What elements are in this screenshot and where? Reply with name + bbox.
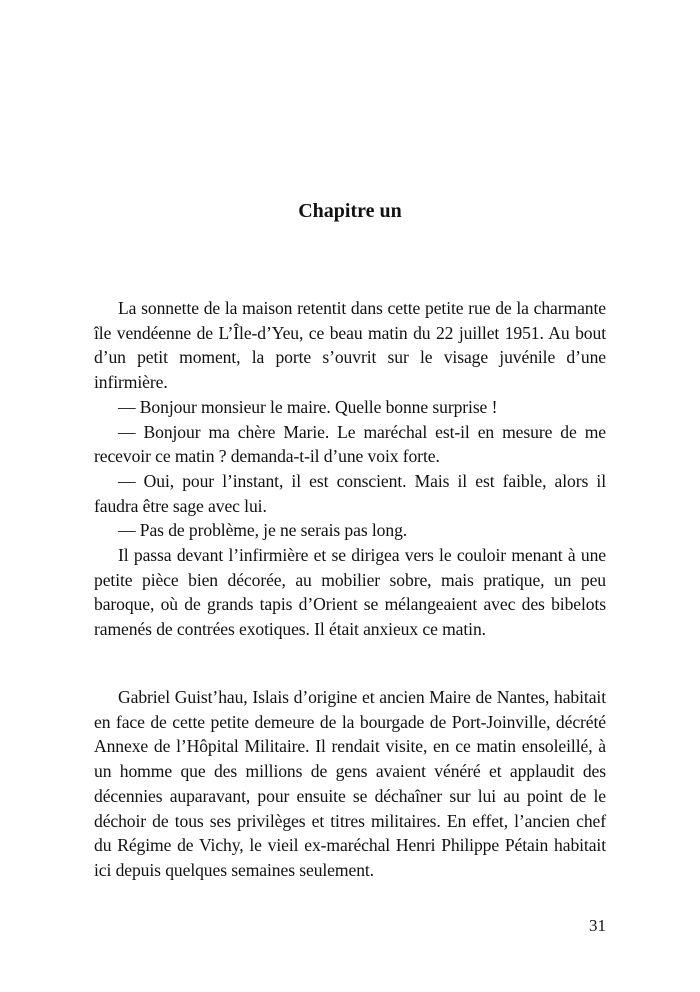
- dialogue-line: — Oui, pour l’instant, il est conscient. Mais il est faible, alors il faudra être sage avec lui.: [94, 470, 606, 516]
- text-section-2: [94, 685, 606, 883]
- dialogue-line: — Bonjour ma chère Marie. Le maréchal est-il en mesure de me recevoir ce matin ? demanda-t-il d’une voix forte.: [94, 421, 606, 467]
- chapter-title: Chapitre un: [298, 200, 402, 222]
- text-section-1: [94, 296, 606, 642]
- paragraph: Gabriel Guist’hau, Islais d’origine et ancien Maire de Nantes, habitait en face de cette petite demeure de la bourgade de Port-Joinville, décrété Annexe de l’Hôpital Militaire. Il rendait visite, en ce matin ensoleillé, à un homme que des millions de gens avaient vénéré et applaudit des décennies auparavant, pour ensuite se déchaîner sur lui au point de le déchoir de tous ses privilèges et titres militaires. En effet, l’ancien chef du Régime de Vichy, le vieil ex-maréchal Henri Philippe Pétain habitait ici depuis quelques semaines seulement.: [94, 687, 606, 880]
- paragraph: La sonnette de la maison retentit dans cette petite rue de la charmante île vendéenne de L’Île-d’Yeu, ce beau matin du 22 juillet 1951. Au bout d’un petit moment, la porte s’ouvrit sur le visage juvénile d’une infirmière.: [94, 298, 606, 393]
- dialogue-line: — Bonjour monsieur le maire. Quelle bonne surprise !: [118, 396, 498, 417]
- page-number: 31: [589, 916, 606, 935]
- paragraph: Il passa devant l’infirmière et se dirigea vers le couloir menant à une petite pièce bien décorée, au mobilier sobre, mais pratique, un peu baroque, où de grands tapis d’Orient se mélangeaient avec des bibelots ramenés de contrées exotiques. Il était anxieux ce matin.: [94, 545, 606, 640]
- dialogue-line: — Pas de problème, je ne serais pas long.: [118, 520, 408, 541]
